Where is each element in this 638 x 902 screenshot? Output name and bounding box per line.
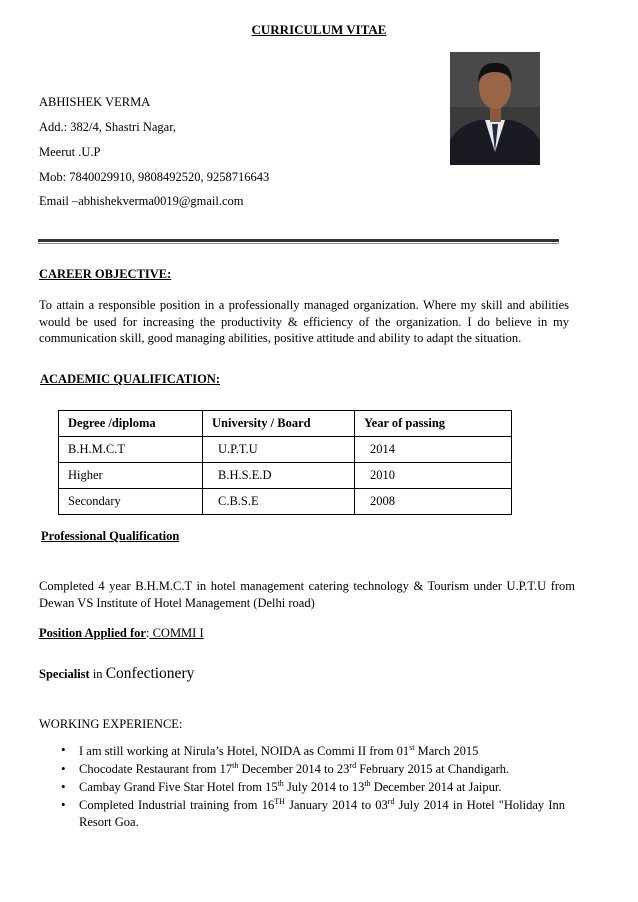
address-line-1: Add.: 382/4, Shastri Nagar, — [39, 120, 176, 134]
working-experience-heading: WORKING EXPERIENCE: — [39, 717, 183, 731]
list-item: • Chocodate Restaurant from 17th December 2014 to 23rd February 2015 at Chandigarh. — [79, 760, 609, 778]
specialist-value: Confectionery — [105, 665, 195, 682]
header-divider — [38, 239, 559, 242]
list-item: • Cambay Grand Five Star Hotel from 15th July 2014 to 13th December 2014 at Jaipur. — [79, 778, 609, 796]
profile-photo — [450, 52, 540, 165]
position-value: COMMI I — [149, 626, 204, 640]
specialist-in: in — [89, 667, 106, 681]
position-label: Position Applied for — [39, 626, 146, 640]
table-cell: 2014 — [355, 437, 512, 463]
table-cell: U.P.T.U — [203, 437, 355, 463]
list-item: • Completed Industrial training from 16TH January 2014 to 03rd July 2014 in Hotel "Holiday Inn Resort Goa. — [79, 796, 565, 831]
academic-table — [58, 410, 512, 515]
column-header: Degree /diploma — [59, 411, 203, 437]
specialist-line — [39, 665, 194, 683]
experience-list — [39, 741, 609, 831]
candidate-name: ABHISHEK VERMA — [39, 95, 151, 109]
table-cell: Higher — [59, 463, 203, 489]
table-cell: B.H.S.E.D — [203, 463, 355, 489]
table-cell: C.B.S.E — [203, 489, 355, 515]
table-row — [59, 489, 512, 515]
table-cell: 2010 — [355, 463, 512, 489]
header-divider-thin — [38, 243, 559, 244]
table-cell: Secondary — [59, 489, 203, 515]
position-applied — [39, 626, 204, 641]
document-title: CURRICULUM VITAE — [251, 22, 387, 37]
column-header: Year of passing — [355, 411, 512, 437]
table-cell: 2008 — [355, 489, 512, 515]
address-line-2: Meerut .U.P — [39, 145, 101, 159]
academic-qualification-heading: ACADEMIC QUALIFICATION: — [40, 372, 220, 386]
mobile-numbers: Mob: 7840029910, 9808492520, 9258716643 — [39, 170, 270, 184]
email-address: Email –abhishekverma0019@gmail.com — [39, 194, 244, 208]
column-header: University / Board — [203, 411, 355, 437]
table-header-row — [59, 411, 512, 437]
position-colon: : — [145, 626, 150, 640]
career-objective-heading: CAREER OBJECTIVE: — [39, 267, 172, 281]
table-row — [59, 463, 512, 489]
table-row — [59, 437, 512, 463]
professional-qualification-heading: Professional Qualification — [41, 529, 180, 543]
career-objective-text: To attain a responsible position in a professionally managed organization. Where my skill and abilities would be used for increasing the productivity & efficiency of the organization. I do believe in my communication skill, good managing abilities, positive attitude and ability to adapt the situation. — [39, 298, 569, 345]
table-cell: B.H.M.C.T — [59, 437, 203, 463]
specialist-label: Specialist — [39, 667, 90, 681]
professional-qualification-text: Completed 4 year B.H.M.C.T in hotel management catering technology & Tourism under U.P.T.U from Dewan VS Institute of Hotel Management (Delhi road) — [39, 579, 575, 610]
list-item: • I am still working at Nirula’s Hotel, NOIDA as Commi II from 01st March 2015 — [79, 741, 609, 760]
